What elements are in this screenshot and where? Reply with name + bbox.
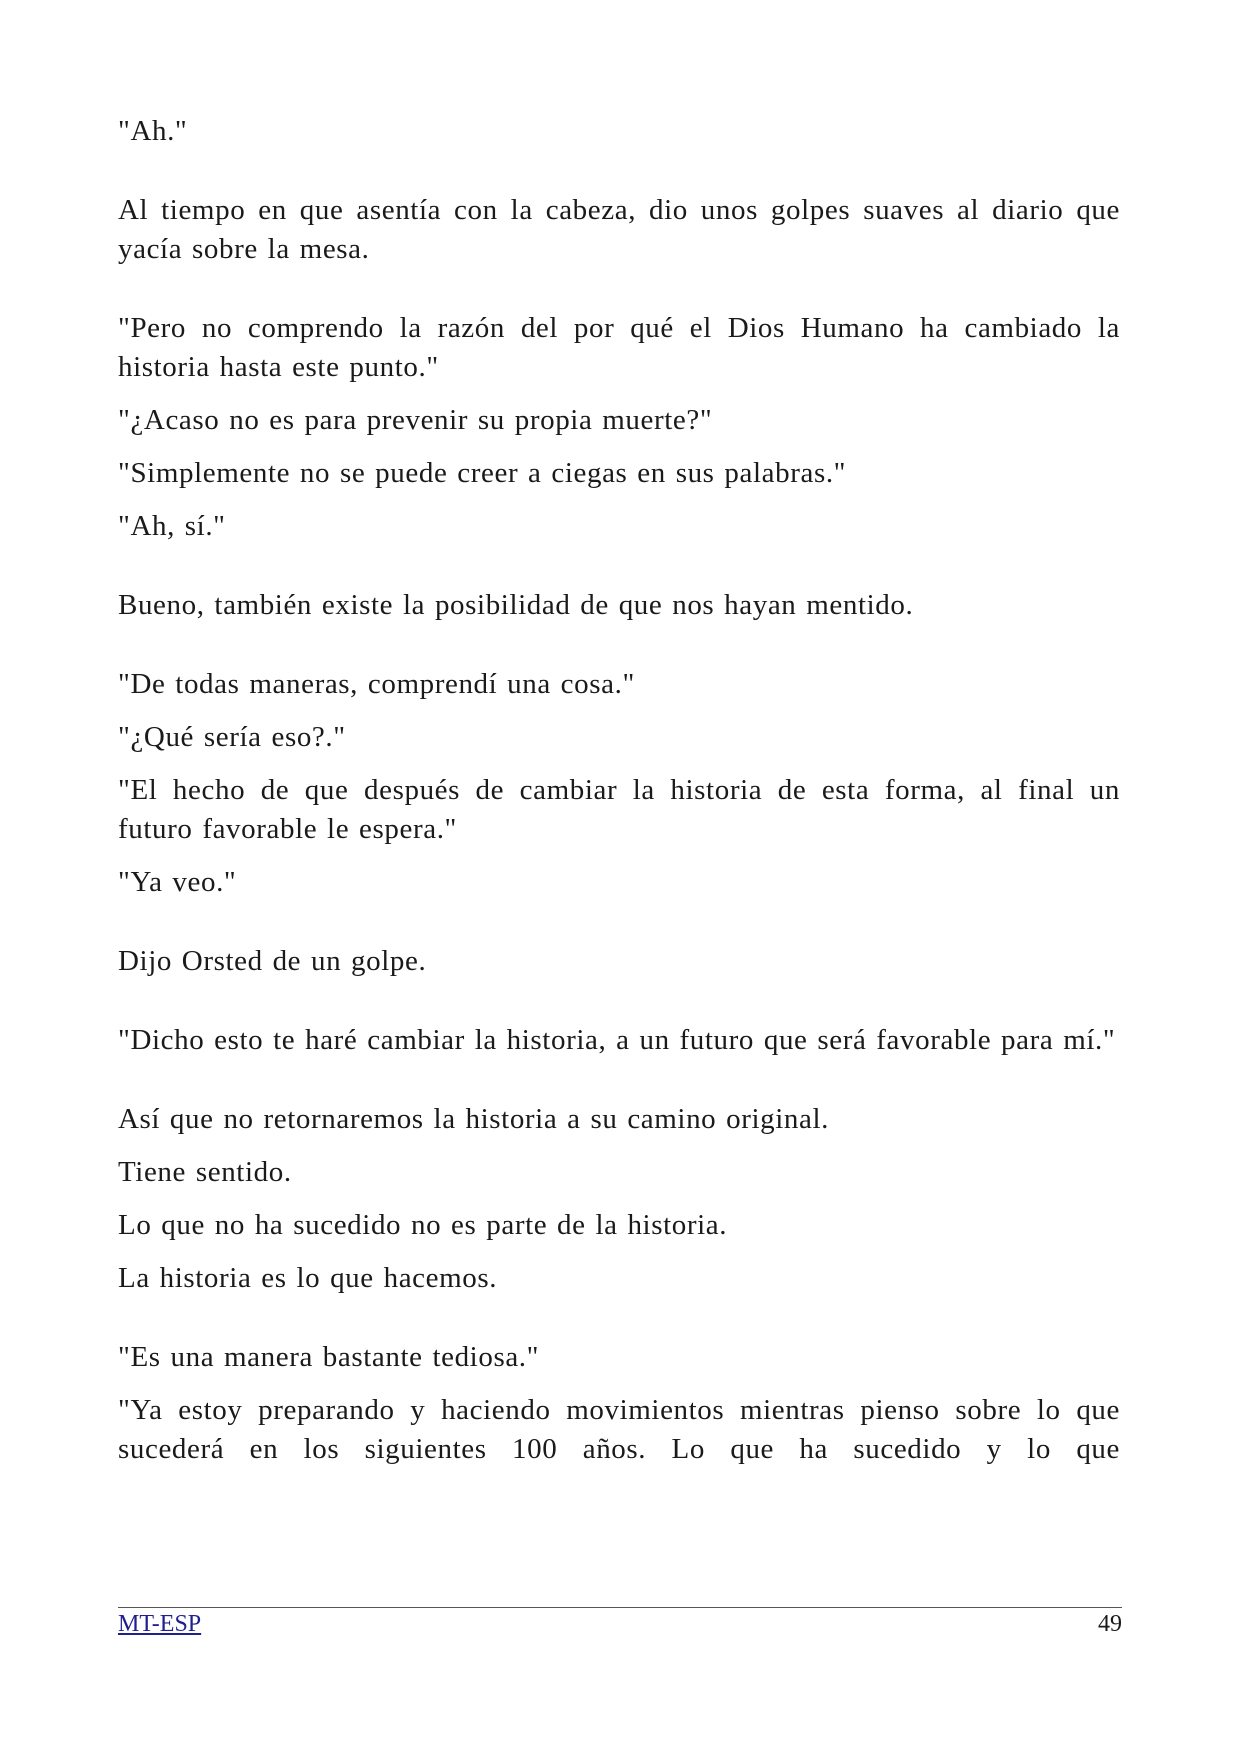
footer-site-link[interactable]: MT-ESP	[118, 1611, 202, 1637]
paragraph: Lo que no ha sucedido no es parte de la historia.	[118, 1209, 728, 1241]
paragraph: "Dicho esto te haré cambiar la historia, a un futuro que será favorable para mí."	[118, 1024, 1116, 1056]
paragraph: Al tiempo en que asentía con la cabeza, dio unos golpes suaves al diario que yacía sobre la mesa.	[118, 194, 1120, 265]
paragraph: Bueno, también existe la posibilidad de que nos hayan mentido.	[118, 589, 914, 621]
paragraph: "¿Acaso no es para prevenir su propia muerte?"	[118, 404, 713, 436]
paragraph: Tiene sentido.	[118, 1156, 292, 1188]
paragraph: "Ah, sí."	[118, 510, 226, 542]
paragraph: "Ya estoy preparando y haciendo movimientos mientras pienso sobre lo que sucederá en los siguientes 100 años. Lo que ha sucedido y lo que	[118, 1394, 1120, 1465]
paragraph: "El hecho de que después de cambiar la historia de esta forma, al final un futuro favorable le espera."	[118, 774, 1120, 845]
paragraph: Dijo Orsted de un golpe.	[118, 945, 427, 977]
paragraph: "De todas maneras, comprendí una cosa."	[118, 668, 635, 700]
paragraph: "Pero no comprendo la razón del por qué el Dios Humano ha cambiado la historia hasta este punto."	[118, 312, 1120, 383]
paragraph: Así que no retornaremos la historia a su camino original.	[118, 1103, 829, 1135]
paragraph: "Simplemente no se puede creer a ciegas en sus palabras."	[118, 457, 847, 489]
paragraph: "Es una manera bastante tediosa."	[118, 1341, 540, 1373]
body-text	[118, 112, 1120, 1469]
footer-divider	[118, 1607, 1122, 1608]
paragraph: La historia es lo que hacemos.	[118, 1262, 498, 1294]
paragraph: "Ah."	[118, 115, 188, 147]
paragraph: "¿Qué sería eso?."	[118, 721, 346, 753]
paragraph: "Ya veo."	[118, 866, 237, 898]
page-number: 49	[1098, 1611, 1122, 1637]
